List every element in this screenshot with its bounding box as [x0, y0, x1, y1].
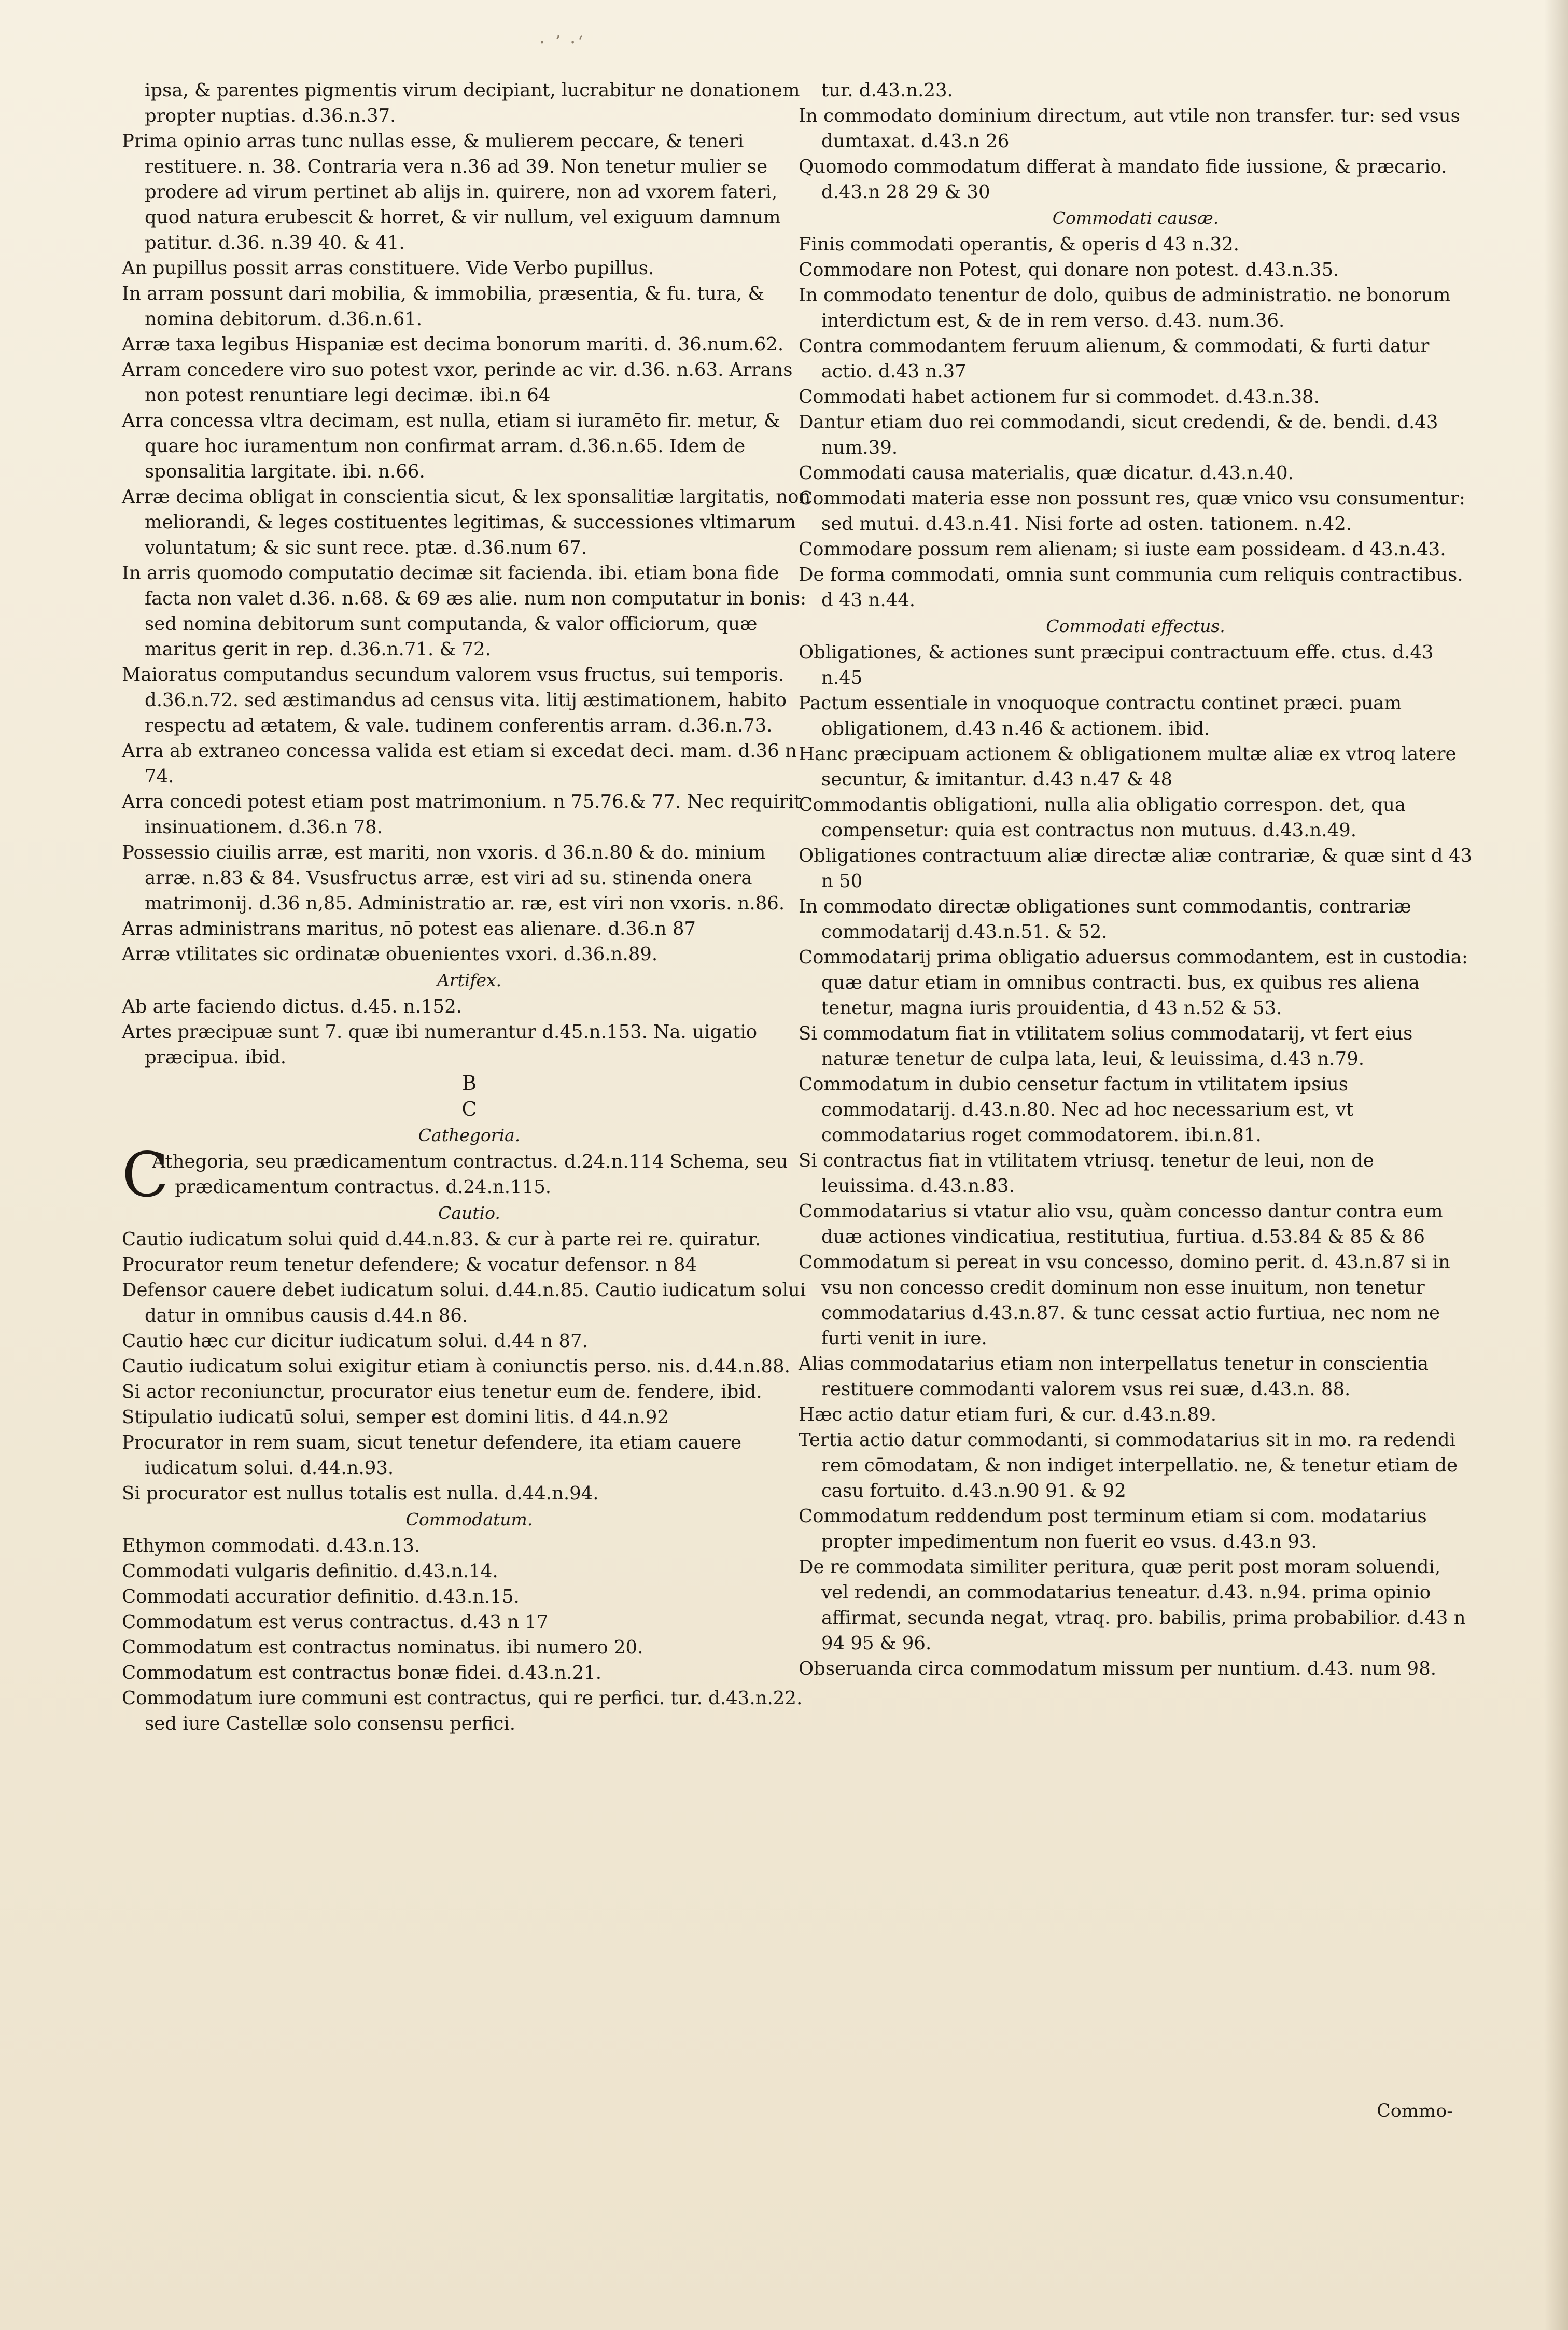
index-entry: Si procurator est nullus totalis est nulla. d.44.n.94. — [122, 1483, 599, 1504]
index-entry: Commodati habet actionem fur si commodet. d.43.n.38. — [799, 386, 1320, 408]
index-entry: Finis commodati operantis, & operis d 43 n.32. — [799, 234, 1239, 255]
index-entry: Hanc præcipuam actionem & obligationem multæ aliæ ex vtroq latere secuntur, & imitantur. d.43 n.47 & 48 — [799, 743, 1457, 790]
section-heading: Artifex. — [437, 970, 502, 990]
index-entry: Obligationes contractuum aliæ directæ aliæ contrariæ, & quæ sint d 43 n 50 — [799, 845, 1473, 892]
index-entry: Commodatarius si vtatur alio vsu, quàm concesso dantur contra eum duæ actiones vindicatiua, restitutiua, furtiua. d.53.84 & 85 & 86 — [799, 1201, 1443, 1247]
index-entry: Commodatarij prima obligatio aduersus commodantem, est in custodia: quæ datur etiam in omnibus contracti. bus, ex quibus res aliena tenetur, magna iuris prouidentia, d 43 n.52 & 53. — [799, 947, 1468, 1019]
index-entry: An pupillus possit arras constituere. Vide Verbo pupillus. — [122, 258, 654, 279]
index-entry: Pactum essentiale in vnoquoque contractu continet præci. puam obligationem, d.43 n.46 & actionem. ibid. — [799, 693, 1402, 739]
index-entry: Dantur etiam duo rei commodandi, sicut credendi, & de. bendi. d.43 num.39. — [799, 412, 1438, 458]
index-entry: Commodati causa materialis, quæ dicatur. d.43.n.40. — [799, 462, 1294, 484]
index-entry: Obligationes, & actiones sunt præcipui contractuum effe. ctus. d.43 n.45 — [799, 642, 1434, 689]
index-entry: De forma commodati, omnia sunt communia cum reliquis contractibus. d 43 n.44. — [799, 564, 1463, 611]
index-entry: Ethymon commodati. d.43.n.13. — [122, 1535, 421, 1556]
right-column — [799, 78, 1473, 1681]
index-entry: Arra concessa vltra decimam, est nulla, etiam si iuramēto fir. metur, & quare hoc iuramentum non confirmat arram. d.36.n.65. Idem de sponsalitia largitate. ibi. n.66. — [122, 410, 780, 482]
page-edge-shadow — [1544, 0, 1568, 2330]
alphabet-letter: B — [462, 1072, 477, 1094]
alphabet-letter: C — [461, 1098, 477, 1120]
index-entry: Prima opinio arras tunc nullas esse, & mulierem peccare, & teneri restituere. n. 38. Contraria vera n.36 ad 39. Non tenetur mulier se prodere ad virum pertinet ab alijs in. quirere, non ad vxorem fateri, quod natura erubescit & horret, & vir nullum, vel exiguum damnum patitur. d.36. n.39 40. & 41. — [122, 131, 781, 254]
index-entry: In commodato directæ obligationes sunt commodantis, contrariæ commodatarij d.43.n.51. & 52. — [799, 896, 1411, 943]
index-entry: Procurator reum tenetur defendere; & vocatur defensor. n 84 — [122, 1254, 697, 1275]
index-entry: Cautio hæc cur dicitur iudicatum solui. d.44 n 87. — [122, 1330, 588, 1352]
index-entry: Si commodatum fiat in vtilitatem solius commodatarij, vt fert eius naturæ tenetur de culpa lata, leui, & leuissima, d.43 n.79. — [799, 1023, 1413, 1070]
index-entry: In commodato dominium directum, aut vtile non transfer. tur: sed vsus dumtaxat. d.43.n 26 — [799, 105, 1460, 152]
index-entry: Si actor reconiunctur, procurator eius tenetur eum de. fendere, ibid. — [122, 1381, 762, 1402]
index-entry: Arræ vtilitates sic ordinatæ obuenientes vxori. d.36.n.89. — [122, 944, 658, 965]
section-heading: Cathegoria. — [418, 1125, 521, 1145]
index-entry: Hæc actio datur etiam furi, & cur. d.43.n.89. — [799, 1404, 1217, 1425]
index-entry: Arræ taxa legibus Hispaniæ est decima bonorum mariti. d. 36.num.62. — [122, 334, 784, 355]
section-heading: Cautio. — [438, 1203, 500, 1223]
index-entry: Cautio iudicatum solui quid d.44.n.83. & cur à parte rei re. quiratur. — [122, 1229, 761, 1250]
section-heading: Commodati causæ. — [1052, 208, 1219, 228]
index-entry: Alias commodatarius etiam non interpellatus tenetur in conscientia restituere commodanti valorem vsus rei suæ, d.43.n. 88. — [799, 1353, 1429, 1400]
index-entry: Commodatum est contractus bonæ fidei. d.43.n.21. — [122, 1662, 602, 1683]
index-entry: Commodare possum rem alienam; si iuste eam possideam. d 43.n.43. — [799, 539, 1446, 560]
index-entry-continuation: ipsa, & parentes pigmentis virum decipiant, lucrabitur ne donationem propter nuptias. d.36.n.37. — [145, 80, 800, 127]
index-entry: Commodatum in dubio censetur factum in vtilitatem ipsius commodatarij. d.43.n.80. Nec ad hoc necessarium est, vt commodatarius roget commodatorem. ibi.n.81. — [799, 1074, 1354, 1146]
index-entry: Obseruanda circa commodatum missum per nuntium. d.43. num 98. — [799, 1658, 1436, 1679]
index-entry: De re commodata similiter peritura, quæ perit post moram soluendi, vel redendi, an commodatarius teneatur. d.43. n.94. prima opinio affirmat, secunda negat, vtraq. pro. babilis, prima probabilior. d.43 n 94 95 & 96. — [799, 1556, 1466, 1654]
index-entry: Procurator in rem suam, sicut tenetur defendere, ita etiam cauere iudicatum solui. d.44.n.93. — [122, 1432, 742, 1479]
index-entry: Commodantis obligationi, nulla alia obligatio correspon. det, qua compensetur: quia est contractus non mutuus. d.43.n.49. — [799, 794, 1406, 841]
index-entry: Commodati materia esse non possunt res, quæ vnico vsu consumentur: sed mutui. d.43.n.41. Nisi forte ad osten. tationem. n.42. — [799, 488, 1465, 535]
index-entry: Arræ decima obligat in conscientia sicut, & lex sponsalitiæ largitatis, non meliorandi, & leges costituentes legitimas, & successiones vltimarum voluntatum; & sic sunt rece. ptæ. d.36.num 67. — [122, 486, 811, 558]
index-entry: Tertia actio datur commodanti, si commodatarius sit in mo. ra redendi rem cōmodatam, & non indiget interpellatio. ne, & tenetur etiam de casu fortuito. d.43.n.90 91. & 92 — [799, 1429, 1458, 1501]
index-entry: Cautio iudicatum solui exigitur etiam à coniunctis perso. nis. d.44.n.88. — [122, 1356, 790, 1377]
section-heading: Commodatum. — [405, 1509, 533, 1529]
index-entry: Possessio ciuilis arræ, est mariti, non vxoris. d 36.n.80 & do. minium arræ. n.83 & 84. Vsusfructus arræ, est viri ad su. stinenda onera matrimonij. d.36 n,85. Administratio ar. ræ, est viri non vxoris. n.86. — [122, 842, 785, 914]
index-entry: Maioratus computandus secundum valorem vsus fructus, sui temporis. d.36.n.72. sed æstimandus ad census vita. litij æstimationem, habito respectu ad ætatem, & vale. tudinem conferentis arram. d.36.n.73. — [122, 664, 787, 736]
index-entry: Arras administrans maritus, nō potest eas alienare. d.36.n 87 — [122, 918, 696, 939]
index-entry: Commodare non Potest, qui donare non potest. d.43.n.35. — [799, 259, 1339, 280]
index-entry: Commodati accuratior definitio. d.43.n.15. — [122, 1586, 520, 1607]
section-heading: Commodati effectus. — [1046, 616, 1225, 636]
drop-cap: C — [122, 1139, 169, 1211]
index-entry: In arram possunt dari mobilia, & immobilia, præsentia, & fu. tura, & nomina debitorum. d.36.n.61. — [122, 283, 765, 330]
index-entry: Commodati vulgaris definitio. d.43.n.14. — [122, 1561, 498, 1582]
index-entry: Defensor cauere debet iudicatum solui. d.44.n.85. Cautio iudicatum solui datur in omnibus causis d.44.n 86. — [122, 1280, 806, 1326]
left-column — [122, 78, 817, 1736]
index-entry: In arris quomodo computatio decimæ sit facienda. ibi. etiam bona fide facta non valet d.36. n.68. & 69 æs alie. num non computatur in bonis: sed nomina debitorum sunt computanda, & valor officiorum, quæ maritus gerit in rep. d.36.n.71. & 72. — [122, 563, 807, 660]
top-mark: · ʼ ·ʻ — [539, 32, 585, 53]
index-entry-text: Athegoria, seu prædicamentum contractus. d.24.n.114 Schema, seu prædicamentum contractus. d.24.n.115. — [152, 1151, 788, 1198]
index-entry: Commodatum si pereat in vsu concesso, domino perit. d. 43.n.87 si in vsu non concesso credit dominum non esse inuitum, non tenetur commodatarius d.43.n.87. & tunc cessat actio furtiua, nec nom ne furti venit in iure. — [799, 1252, 1450, 1349]
index-entry: Commodatum est verus contractus. d.43 n 17 — [122, 1611, 549, 1633]
index-entry-continuation: tur. d.43.n.23. — [821, 80, 953, 101]
index-entry: In commodato tenentur de dolo, quibus de administratio. ne bonorum interdictum est, & de in rem verso. d.43. num.36. — [799, 285, 1451, 331]
index-entry: Stipulatio iudicatū solui, semper est domini litis. d 44.n.92 — [122, 1407, 669, 1428]
index-entry: Arra concedi potest etiam post matrimonium. n 75.76.& 77. Nec requirit insinuationem. d.36.n 78. — [122, 791, 802, 838]
index-entry: Contra commodantem feruum alienum, & commodati, & furti datur actio. d.43 n.37 — [799, 335, 1430, 382]
index-entry — [122, 1139, 817, 1211]
index-entry: Arram concedere viro suo potest vxor, perinde ac vir. d.36. n.63. Arrans non potest renuntiare legi decimæ. ibi.n 64 — [122, 359, 793, 406]
index-entry: Si contractus fiat in vtilitatem vtriusq. tenetur de leui, non de leuissima. d.43.n.83. — [799, 1150, 1374, 1197]
index-entry: Artes præcipuæ sunt 7. quæ ibi numerantur d.45.n.153. Na. uigatio præcipua. ibid. — [122, 1021, 758, 1068]
catchword: Commo- — [1377, 2101, 1453, 2122]
index-entry: Arra ab extraneo concessa valida est etiam si excedat deci. mam. d.36 n 74. — [122, 740, 797, 787]
index-entry: Ab arte faciendo dictus. d.45. n.152. — [122, 996, 462, 1017]
index-entry: Commodatum est contractus nominatus. ibi numero 20. — [122, 1637, 643, 1658]
index-entry: Quomodo commodatum differat à mandato fide iussione, & præcario. d.43.n 28 29 & 30 — [799, 156, 1447, 203]
index-entry: Commodatum iure communi est contractus, qui re perfici. tur. d.43.n.22. sed iure Castellæ solo consensu perfici. — [122, 1688, 803, 1734]
index-entry: Commodatum reddendum post terminum etiam si com. modatarius propter impedimentum non fuerit eo vsus. d.43.n 93. — [799, 1506, 1427, 1552]
